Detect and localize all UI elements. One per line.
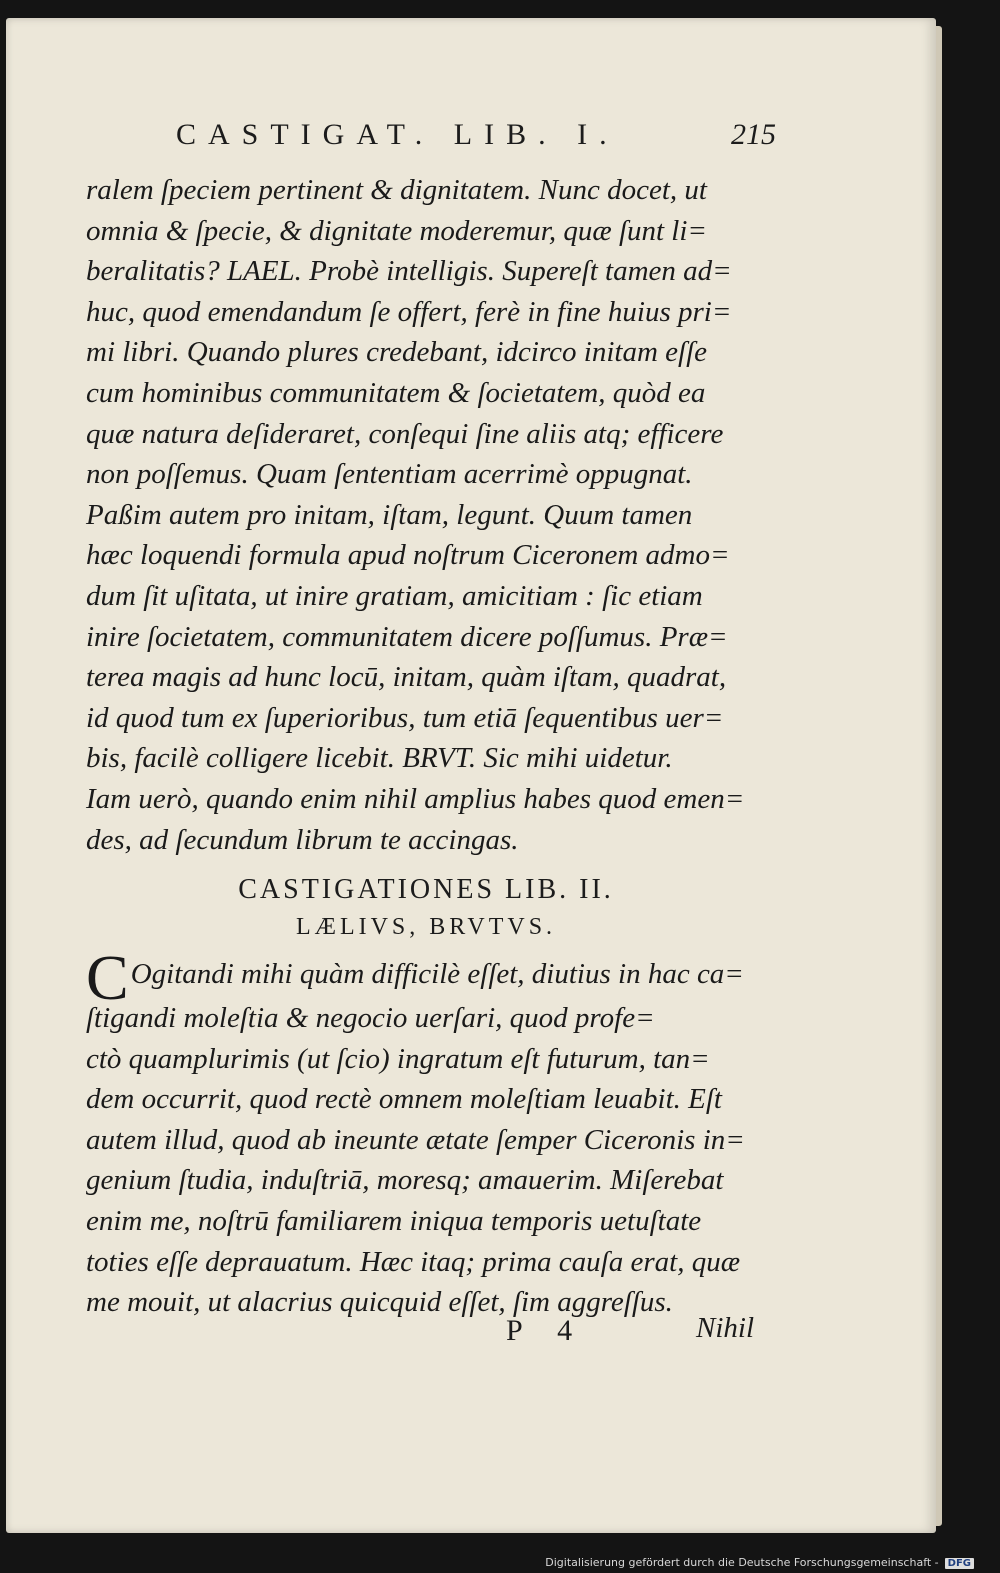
- text-line: genium ſtudia, induſtriā, moresq; amauerim. Miſerebat: [86, 1164, 724, 1197]
- text-line: id quod tum ex ſuperioribus, tum etiā ſequentibus uer=: [86, 701, 724, 734]
- text-line: bis, facilè colligere licebit. BRVT. Sic mihi uidetur.: [86, 742, 673, 775]
- speakers-line: LÆLIVS, BRVTVS.: [295, 914, 557, 940]
- text-line: me mouit, ut alacrius quicquid eſſet, ſim aggreſſus.: [86, 1286, 673, 1319]
- text-line: inire ſocietatem, communitatem dicere poſſumus. Præ=: [86, 620, 728, 653]
- text-line: cum hominibus communitatem & ſocietatem, quòd ea: [86, 376, 706, 409]
- text-line: quæ natura deſideraret, conſequi ſine aliis atq; efficere: [86, 417, 724, 450]
- credit-text: Digitalisierung gefördert durch die Deutsche Forschungsgemeinschaft -: [545, 1556, 939, 1569]
- dfg-logo: DFG: [945, 1558, 974, 1569]
- text-block-book-two: [86, 942, 786, 1323]
- text-line: beralitatis? LAEL. Probè intelligis. Supereſt tamen ad=: [86, 255, 732, 288]
- text-line: des, ad ſecundum librum te accingas.: [86, 823, 519, 856]
- text-line: mi libri. Quando plures credebant, idcirco initam eſſe: [86, 336, 707, 369]
- text-line: toties eſſe deprauatum. Hæc itaq; prima cauſa erat, quæ: [86, 1245, 741, 1278]
- text-line-first: [86, 942, 786, 1013]
- page-number: 215: [731, 118, 776, 151]
- catchword: Nihil: [696, 1312, 755, 1344]
- running-head: [176, 118, 776, 162]
- text-line: autem illud, quod ab ineunte ætate ſemper Ciceronis in=: [86, 1123, 745, 1156]
- first-line-text: Ogitandi mihi quàm difficilè eſſet, diutius in hac ca=: [130, 958, 744, 990]
- initial-letter: C: [86, 942, 129, 1013]
- text-line: enim me, noſtrū familiarem iniqua temporis uetuſtate: [86, 1204, 702, 1237]
- text-line: Iam uerò, quando enim nihil amplius habes quod emen=: [86, 782, 745, 815]
- text-line: Paßim autem pro initam, iſtam, legunt. Quum tamen: [86, 498, 693, 531]
- text-line: terea magis ad hunc locū, initam, quàm iſtam, quadrat,: [86, 661, 727, 694]
- text-line: ralem ſpeciem pertinent & dignitatem. Nunc docet, ut: [86, 174, 707, 206]
- text-line: non poſſemus. Quam ſententiam acerrimè oppugnat.: [86, 458, 693, 491]
- text-line: dum ſit uſitata, ut inire gratiam, amicitiam : ſic etiam: [86, 579, 703, 612]
- text-line: ctò quamplurimis (ut ſcio) ingratum eſt futurum, tan=: [86, 1042, 710, 1075]
- text-line: hæc loquendi formula apud noſtrum Ciceronem admo=: [86, 539, 730, 572]
- text-line: huc, quod emendandum ſe offert, ferè in fine huius pri=: [86, 295, 732, 328]
- page-edge: [936, 26, 942, 1526]
- digitization-credit: [545, 1556, 974, 1569]
- text-block-book-one: [86, 170, 786, 860]
- signature-mark: P 4: [506, 1314, 587, 1347]
- text-line: dem occurrit, quod rectè omnem moleſtiam leuabit. Eſt: [86, 1083, 722, 1116]
- section-heading: CASTIGATIONES LIB. II.: [238, 874, 614, 905]
- text-line: omnia & ſpecie, & dignitate moderemur, quæ ſunt li=: [86, 214, 707, 247]
- text-line: ſtigandi moleſtia & negocio uerſari, quod profe=: [86, 1002, 655, 1034]
- running-title: CASTIGAT. LIB. I.: [176, 118, 619, 151]
- book-page: [6, 18, 936, 1533]
